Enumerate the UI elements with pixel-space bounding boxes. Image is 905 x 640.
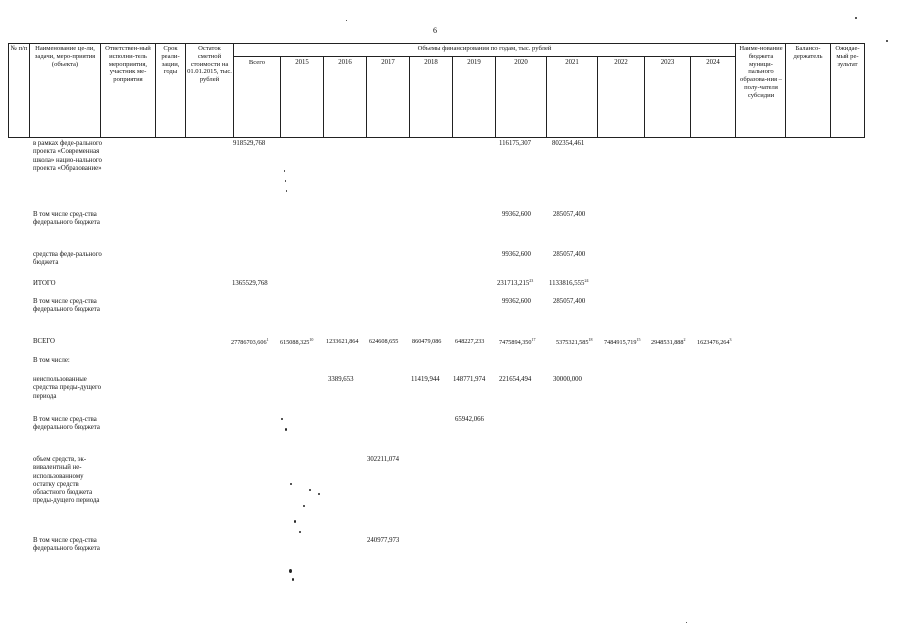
cell-value: 285057,400 [553, 211, 586, 218]
cell-value: 802354,461 [552, 140, 585, 147]
cell-value: 624608,655 [369, 338, 399, 345]
cell-value: 116175,307 [499, 140, 532, 147]
cell-value-with-note: 27786703,606$^1$ [231, 337, 269, 346]
cell-value: 302211,074 [367, 456, 400, 463]
row-label-unused-funds: неиспользованные средства преды-дущего периода [33, 376, 101, 400]
row-label-itogo: ИТОГО [33, 280, 56, 287]
cell-value: 30000,000 [553, 376, 582, 383]
cell-value: 648227,233 [455, 338, 485, 345]
cell-value: 99362,600 [502, 211, 531, 218]
row-label-federal-project: в рамках феде-рального проекта «Современная школа» нацио-нального проекта «Образование» [33, 140, 103, 172]
financing-subheader-line [233, 56, 735, 57]
cell-value-with-note: 2948531,888$^2$ [651, 337, 686, 346]
cell-value: 65942,066 [455, 416, 484, 423]
cell-value-with-note: 7484915,719$^{15}$ [604, 337, 641, 346]
header-financing: Объемы финансирования по годам, тыс. рублей [417, 45, 552, 52]
cell-value: 148771,974 [453, 376, 486, 383]
header-budget: Наиме-нование бюджета муници-пального образова-ния – полу-чателя субсидии [739, 45, 783, 99]
row-label-incl-federal-3: В том числе сред-ства федерального бюджета [33, 416, 100, 432]
cell-value: 99362,600 [502, 251, 531, 258]
header-year-2021: 2021 [565, 59, 579, 66]
header-year-2019: 2019 [467, 59, 481, 66]
row-label-vsego: ВСЕГО [33, 338, 55, 345]
header-year-2023: 2023 [660, 59, 675, 66]
header-term: Срок реали-зации, годы [161, 45, 180, 76]
cell-value-with-note: 615088,325$^{10}$ [280, 337, 314, 346]
page-number: 6 [433, 26, 437, 35]
cell-value: 918529,768 [233, 140, 266, 147]
header-total: Всего [248, 59, 266, 66]
row-label-incl: В том числе: [33, 357, 70, 364]
cell-value-with-note: 1623476,264$^3$ [697, 337, 732, 346]
cell-value: 285057,400 [553, 298, 586, 305]
header-year-2024: 2024 [706, 59, 720, 66]
cell-value: 1365529,768 [232, 280, 268, 287]
cell-value: 99362,600 [502, 298, 531, 305]
header-holder: Балансо-держатель [793, 45, 823, 60]
row-label-federal-funds: средства феде-рального бюджета [33, 251, 102, 267]
header-number: № п/п [10, 45, 28, 52]
header-year-2022: 2022 [614, 59, 628, 66]
header-name: Наименование це-ли, задачи, меро-приятия (объекта) [34, 45, 96, 68]
header-year-2018: 2018 [424, 59, 438, 66]
cell-value: 3389,653 [328, 376, 354, 383]
cell-value-with-note: 1133816,555$^{24}$ [549, 278, 589, 287]
cell-value: 285057,400 [553, 251, 586, 258]
header-executor: Ответствен-ный исполни-тель мероприятия, участник ме-роприятия [105, 45, 151, 84]
row-label-incl-federal-4: В том числе сред-ства федерального бюджета [33, 537, 100, 553]
header-year-2017: 2017 [381, 59, 395, 66]
header-year-2020: 2020 [514, 59, 528, 66]
cell-value: 860479,086 [412, 338, 442, 345]
header-year-2015: 2015 [295, 59, 309, 66]
cell-value: 11419,944 [411, 376, 440, 383]
cell-value: 240977,973 [367, 537, 400, 544]
cell-value: 1233621,864 [326, 338, 359, 345]
row-label-incl-federal-2: В том числе сред-ства федерального бюджета [33, 298, 100, 314]
cell-value-with-note: 231713,215$^{23}$ [497, 278, 534, 287]
cell-value: 221654,494 [499, 376, 532, 383]
header-year-2016: 2016 [338, 59, 352, 66]
cell-value-with-note: 7475894,350$^{17}$ [499, 337, 536, 346]
header-balance: Остаток сметной стоимости на 01.01.2015, тыс. рублей [187, 45, 232, 84]
cell-value-with-note: 5375321,585$^{18}$ [556, 337, 593, 346]
row-label-equivalent-volume: объем средств, эк-вивалентный не-использованному остатку средств областного бюджета преды-дущего периода [33, 456, 100, 505]
header-result: Ожидае-мый ре-зультат [835, 45, 860, 68]
row-label-incl-federal: В том числе сред-ства федерального бюджета [33, 211, 100, 227]
